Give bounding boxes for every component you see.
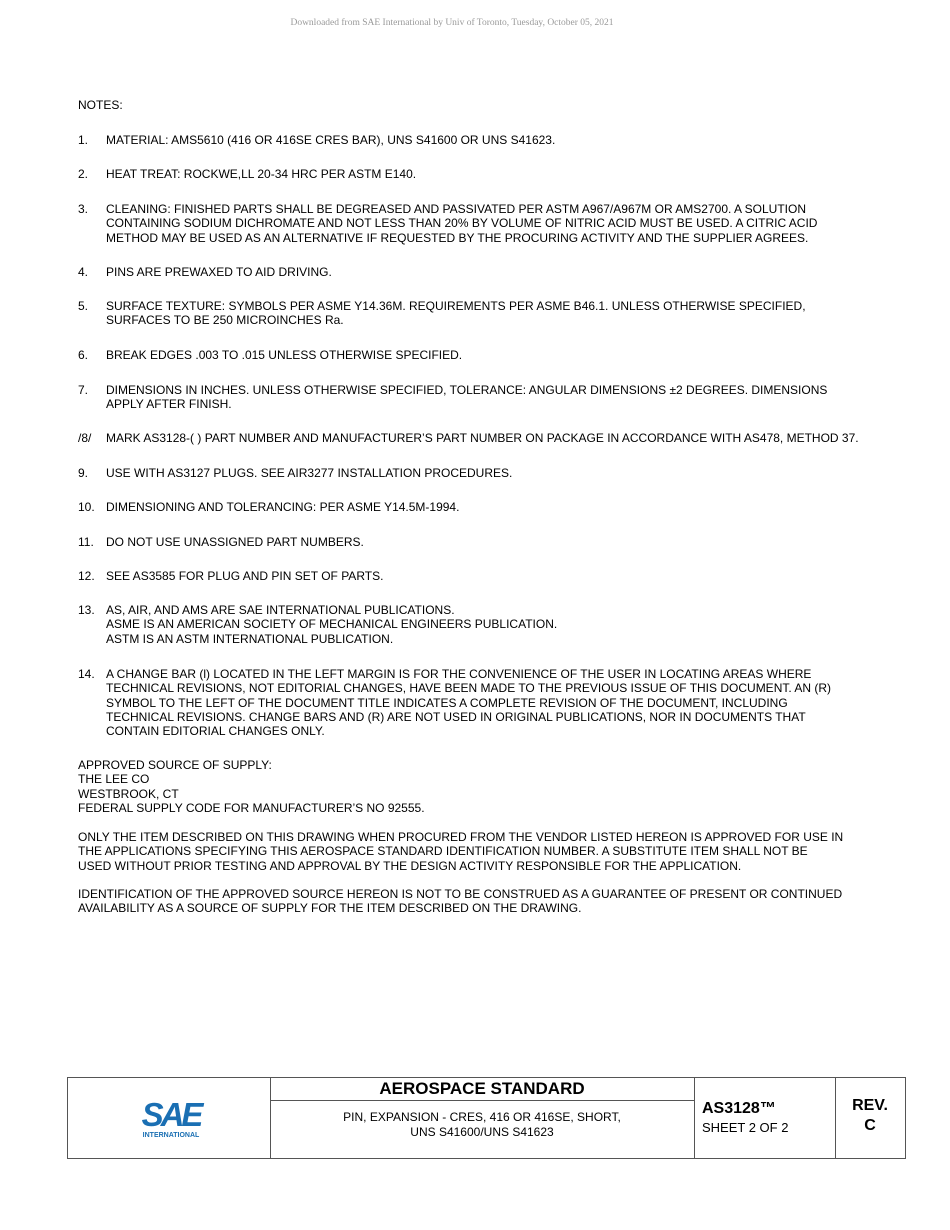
note-text — [106, 383, 904, 412]
note-line: USE WITH AS3127 PLUGS. SEE AIR3277 INSTALLATION PROCEDURES. — [106, 466, 513, 480]
note-item — [78, 535, 904, 549]
note-line: METHOD MAY BE USED AS AN ALTERNATIVE IF REQUESTED BY THE PROCURING ACTIVITY AND THE SUPPLIER AGREES. — [106, 230, 809, 245]
title-line: PIN, EXPANSION - CRES, 416 OR 416SE, SHORT, — [343, 1110, 621, 1124]
note-number: 12. — [78, 569, 95, 583]
note-text — [106, 535, 904, 549]
doc-number-cell — [694, 1078, 836, 1158]
note-number: 9. — [78, 466, 89, 480]
note-item — [78, 383, 904, 412]
revision-label: REV. — [852, 1097, 888, 1114]
title-cell — [270, 1078, 695, 1158]
paragraph-line: AVAILABILITY AS A SOURCE OF SUPPLY FOR THE ITEM DESCRIBED ON THE DRAWING. — [78, 901, 582, 916]
note-number: 6. — [78, 348, 89, 362]
note-line: ASME IS AN AMERICAN SOCIETY OF MECHANICAL ENGINEERS PUBLICATION. — [106, 617, 558, 632]
note-number: /8/ — [78, 431, 92, 445]
document-number: AS3128™ — [702, 1100, 776, 1117]
note-item — [78, 466, 904, 480]
note-line: APPLY AFTER FINISH. — [106, 397, 232, 412]
note-line: SURFACE TEXTURE: SYMBOLS PER ASME Y14.36M. REQUIREMENTS PER ASME B46.1. UNLESS OTHERWISE SPECIFIED, — [106, 299, 806, 313]
note-number: 3. — [78, 202, 89, 216]
note-text — [106, 167, 904, 181]
note-text — [106, 265, 904, 279]
note-number: 14. — [78, 667, 95, 681]
standard-header: AEROSPACE STANDARD — [270, 1078, 694, 1101]
note-item — [78, 667, 904, 738]
supply-line: APPROVED SOURCE OF SUPPLY: — [78, 758, 272, 772]
note-line: HEAT TREAT: ROCKWE,LL 20-34 HRC PER ASTM E140. — [106, 167, 417, 181]
note-item — [78, 431, 904, 445]
supply-line: FEDERAL SUPPLY CODE FOR MANUFACTURER’S NO 92555. — [78, 800, 425, 815]
paragraph-line: USED WITHOUT PRIOR TESTING AND APPROVAL BY THE DESIGN ACTIVITY RESPONSIBLE FOR THE APPLICATION. — [78, 858, 742, 873]
note-line: MARK AS3128-( ) PART NUMBER AND MANUFACTURER’S PART NUMBER ON PACKAGE IN ACCORDANCE WITH AS478, METHOD 37. — [106, 431, 859, 445]
note-line: TECHNICAL REVISIONS. CHANGE BARS AND (R) ARE NOT USED IN ORIGINAL PUBLICATIONS, NOR IN DOCUMENTS THAT — [106, 709, 806, 724]
note-number: 10. — [78, 500, 95, 514]
note-line: CLEANING: FINISHED PARTS SHALL BE DEGREASED AND PASSIVATED PER ASTM A967/A967M OR AMS2700. A SOLUTION — [106, 202, 807, 216]
note-line: BREAK EDGES .003 TO .015 UNLESS OTHERWISE SPECIFIED. — [106, 348, 463, 362]
paragraph-line: IDENTIFICATION OF THE APPROVED SOURCE HEREON IS NOT TO BE CONSTRUED AS A GUARANTEE OF PRESENT OR CONTINUED — [78, 887, 843, 901]
note-item — [78, 265, 904, 279]
note-text — [106, 431, 904, 445]
note-number: 4. — [78, 265, 89, 279]
note-line: SEE AS3585 FOR PLUG AND PIN SET OF PARTS. — [106, 569, 384, 583]
note-line: DO NOT USE UNASSIGNED PART NUMBERS. — [106, 535, 364, 549]
revision-cell — [835, 1078, 905, 1158]
note-number: 2. — [78, 167, 89, 181]
note-number: 11. — [78, 535, 94, 549]
sae-logo-text: SAE — [141, 1096, 201, 1133]
note-line: CONTAIN EDITORIAL CHANGES ONLY. — [106, 724, 325, 739]
note-line: AS, AIR, AND AMS ARE SAE INTERNATIONAL PUBLICATIONS. — [106, 603, 455, 617]
note-line: ASTM IS AN ASTM INTERNATIONAL PUBLICATION. — [106, 631, 394, 646]
note-text — [106, 569, 904, 583]
approval-paragraph — [78, 830, 904, 873]
paragraph-line: THE APPLICATIONS SPECIFYING THIS AEROSPACE STANDARD IDENTIFICATION NUMBER. A SUBSTITUTE ITEM SHALL NOT BE — [78, 844, 808, 859]
note-text — [106, 667, 904, 738]
note-text — [106, 202, 904, 245]
note-number: 13. — [78, 603, 95, 617]
paragraph-line: ONLY THE ITEM DESCRIBED ON THIS DRAWING WHEN PROCURED FROM THE VENDOR LISTED HEREON IS APPROVED FOR USE IN — [78, 830, 844, 844]
note-item — [78, 348, 904, 362]
note-item — [78, 299, 904, 328]
note-item — [78, 500, 904, 514]
note-number: 1. — [78, 133, 89, 147]
supply-line: THE LEE CO — [78, 772, 150, 787]
note-text — [106, 299, 904, 328]
note-line: MATERIAL: AMS5610 (416 OR 416SE CRES BAR), UNS S41600 OR UNS S41623. — [106, 133, 556, 147]
note-number: 5. — [78, 299, 89, 313]
note-text — [106, 133, 904, 147]
document-title — [270, 1101, 694, 1140]
note-line: TECHNICAL REVISIONS, NOT EDITORIAL CHANGES, HAVE BEEN MADE TO THE PREVIOUS ISSUE OF THIS DOCUMENT. AN (R) — [106, 681, 832, 696]
note-number: 7. — [78, 383, 89, 397]
sheet-number: SHEET 2 OF 2 — [702, 1120, 789, 1135]
notes-heading: NOTES: — [78, 98, 123, 112]
note-text — [106, 603, 904, 646]
note-item — [78, 133, 904, 147]
title-line: UNS S41600/UNS S41623 — [410, 1125, 554, 1139]
note-line: CONTAINING SODIUM DICHROMATE AND NOT LESS THAN 20% BY VOLUME OF NITRIC ACID MUST BE USED. A CITRIC ACID — [106, 216, 818, 231]
note-text — [106, 500, 904, 514]
revision-value: C — [864, 1117, 876, 1134]
note-item — [78, 167, 904, 181]
note-text — [106, 466, 904, 480]
note-line: SURFACES TO BE 250 MICROINCHES Ra. — [106, 313, 344, 328]
note-line: PINS ARE PREWAXED TO AID DRIVING. — [106, 265, 332, 279]
title-block — [67, 1077, 906, 1159]
note-line: A CHANGE BAR (l) LOCATED IN THE LEFT MARGIN IS FOR THE CONVENIENCE OF THE USER IN LOCATING AREAS WHERE — [106, 667, 812, 681]
note-item — [78, 202, 904, 245]
identification-paragraph — [78, 887, 904, 916]
note-line: DIMENSIONING AND TOLERANCING: PER ASME Y14.5M-1994. — [106, 500, 460, 514]
supply-line: WESTBROOK, CT — [78, 786, 179, 801]
note-line: SYMBOL TO THE LEFT OF THE DOCUMENT TITLE INDICATES A COMPLETE REVISION OF THE DOCUMENT, INCLUDING — [106, 695, 788, 710]
approved-source-block — [78, 758, 904, 815]
sae-logo-subtext: INTERNATIONAL — [142, 1132, 200, 1139]
note-line: DIMENSIONS IN INCHES. UNLESS OTHERWISE SPECIFIED, TOLERANCE: ANGULAR DIMENSIONS ±2 DEGREES. DIMENSIONS — [106, 383, 828, 397]
download-watermark: Downloaded from SAE International by Univ of Toronto, Tuesday, October 05, 2021 — [290, 18, 614, 28]
sae-logo — [136, 1096, 206, 1140]
note-item — [78, 603, 904, 646]
note-text — [106, 348, 904, 362]
logo-cell — [68, 1078, 271, 1158]
note-item — [78, 569, 904, 583]
